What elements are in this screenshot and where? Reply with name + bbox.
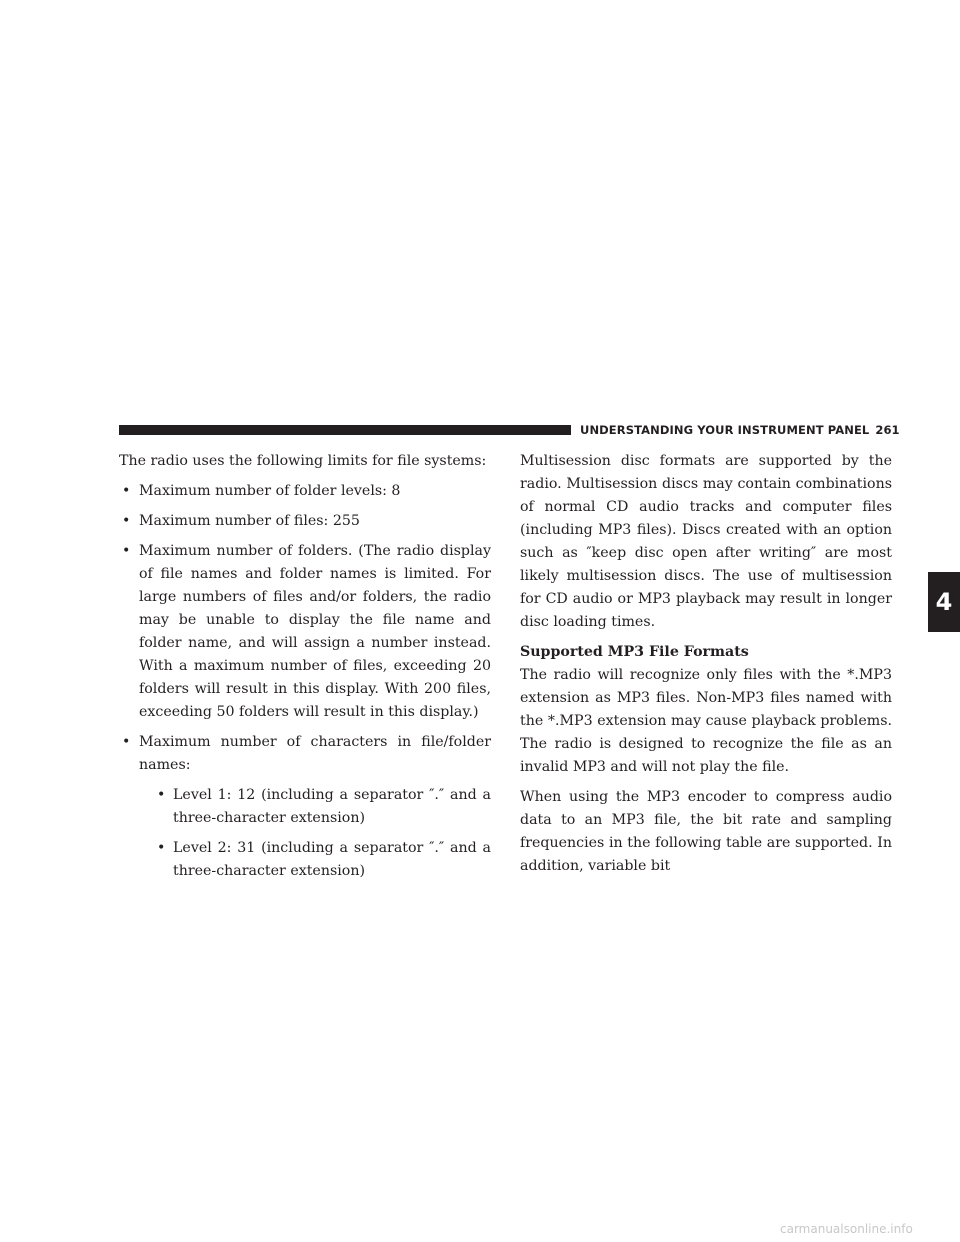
mp3-recognition-paragraph: The radio will recognize only files with the *.MP3 extension as MP3 files. Non-MP3 files named with the *.MP3 extension may cause playback problems. The radio is designed to recognize the file as an invalid MP3 and will not play the file. [520, 667, 892, 775]
watermark-text: carmanualsonline.info [780, 1222, 913, 1236]
running-header [580, 422, 900, 438]
list-item: • Maximum number of files: 255 [119, 510, 491, 533]
character-limits-sublist [139, 784, 491, 883]
right-column [520, 450, 892, 878]
mp3-encoder-paragraph: When using the MP3 encoder to compress audio data to an MP3 file, the bit rate and sampling frequencies in the following table are supported. In addition, variable bit [520, 789, 892, 874]
section-title: UNDERSTANDING YOUR INSTRUMENT PANEL [580, 423, 870, 437]
list-item: • Maximum number of folders. (The radio display of file names and folder names is limited. For large numbers of files and/or folders, the radio may be unable to display the file name and folder name, and will assign a number instead. With a maximum number of files, exceeding 20 folders will result in this display. With 200 files, exceeding 50 folders will result in this display.) [119, 540, 491, 724]
list-item-with-sublist [119, 731, 491, 883]
chapter-tab: 4 [928, 572, 960, 632]
sub-list-item: • Level 1: 12 (including a separator ″.″ and a three-character extension) [154, 784, 491, 830]
intro-text: The radio uses the following limits for file systems: [119, 453, 487, 469]
section-heading: Supported MP3 File Formats [520, 644, 749, 660]
header-rule [119, 425, 571, 435]
list-item-text: Maximum number of characters in file/folder names: [139, 734, 491, 773]
sub-list-item: • Level 2: 31 (including a separator ″.″ and a three-character extension) [154, 837, 491, 883]
limits-list [119, 480, 491, 883]
left-column [119, 450, 491, 890]
list-item: • Maximum number of folder levels: 8 [119, 480, 491, 503]
page-number: 261 [875, 423, 900, 437]
multisession-paragraph: Multisession disc formats are supported by the radio. Multisession discs may contain combinations of normal CD audio tracks and computer files (including MP3 files). Discs created with an option such as ″keep disc open after writing″ are most likely multisession discs. The use of multisession for CD audio or MP3 playback may result in longer disc loading times. [520, 453, 892, 630]
